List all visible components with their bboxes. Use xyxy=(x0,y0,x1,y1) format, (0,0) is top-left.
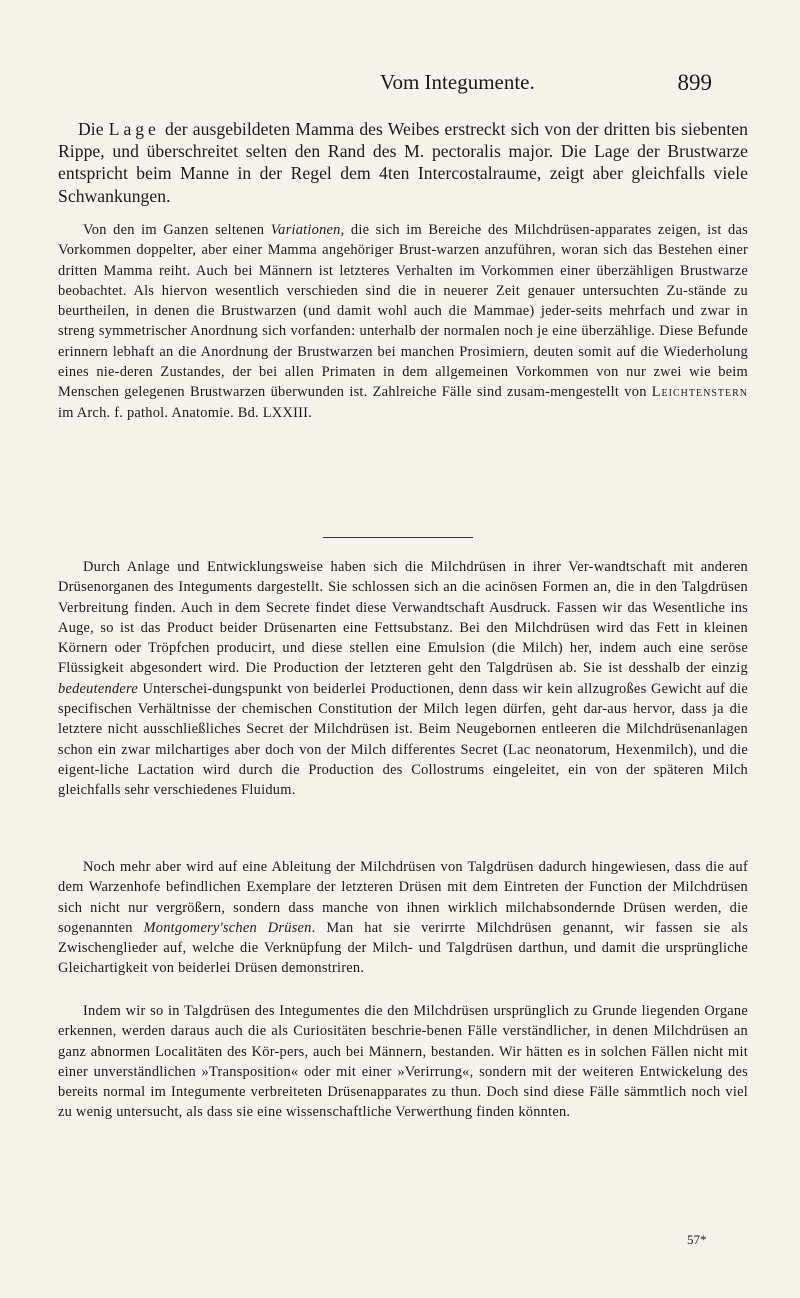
footnote-block xyxy=(58,220,748,423)
body-p1-part1: Durch Anlage und Entwicklungsweise haben sich die Milchdrüsen in ihrer Ver-wandtschaft mit anderen Drüsenorganen des Integuments dargestellt. Sie schlossen sich an die acinösen Formen an, die in den Talgdrüsen Verbreitung finden. Auch in dem Secrete findet diese Verwandtschaft Ausdruck. Fassen wir das Wesentliche ins Auge, so ist das Product beider Drüsenarten eine Fettsubstanz. Bei den Milchdrüsen wird das Fett in kleinen Körnern oder Tröpfchen producirt, und diese stellen eine Emulsion (die Milch) her, indem auch eine seröse Flüssigkeit abgesondert wird. Die Production der letzteren geht den Talgdrüsen ab. Sie ist desshalb der einzig xyxy=(58,559,748,677)
signature-mark: 57* xyxy=(687,1232,707,1247)
lead-text xyxy=(58,118,748,207)
lead-body: der ausgebildeten Mamma des Weibes erstreckt sich von der dritten bis siebenten Rippe, und überschreitet selten den Rand des M. pectoralis major. Die Lage der Brustwarze entspricht beim Manne in der Regel dem 4ten Intercostalraume, zeigt aber gleichfalls viele Schwankungen. xyxy=(58,119,748,206)
lead-spaced-word: Lage xyxy=(108,119,160,139)
body-p2-rest: . Man hat sie verirrte Milchdrüsen genannt, wir fassen sie als Zwischenglieder auf, welche die Verknüpfung der Milch- und Talgdrüsen darthun, und damit die ursprüngliche Gleichartigkeit von beiderlei Drüsen demonstriren. xyxy=(58,919,748,977)
running-title: Vom Integumente. xyxy=(380,70,535,94)
body-p1-italic: bedeutendere xyxy=(58,680,138,697)
body-paragraph-1 xyxy=(58,557,748,801)
footnote-part1: Von den im Ganzen seltenen xyxy=(83,222,271,238)
body-paragraph-2 xyxy=(58,857,748,979)
lead-paragraph xyxy=(58,118,748,207)
body-paragraph-1-text xyxy=(58,557,748,801)
body-paragraph-3 xyxy=(58,1001,748,1123)
footnote-paragraph xyxy=(58,220,748,423)
body-paragraph-3-text xyxy=(58,1001,748,1123)
footnote-author: Leichtenstern xyxy=(651,384,748,401)
body-p2-part1: Noch mehr aber wird auf eine Ableitung der Milchdrüsen von Talgdrüsen dadurch hingewiesen, dass die auf dem Warzenhofe befindlichen Exemplare der letzteren Drüsen mit dem Eintreten der Function der Milchdrüsen sich nicht nur vergrößern, sondern dass manche von ihnen wirklich milchabsondernde Drüsen werden, die sogenannten xyxy=(58,859,748,936)
lead-prefix: Die xyxy=(78,119,109,139)
running-head xyxy=(0,70,800,100)
page-number: 899 xyxy=(677,70,712,95)
footnote-italic: Variationen xyxy=(270,222,341,238)
body-p3-text: Indem wir so in Talgdrüsen des Integumentes die den Milchdrüsen ursprünglich zu Grunde liegenden Organe erkennen, werden daraus auch die als Curiositäten beschrie-benen Fälle verständlicher, in denen Milchdrüsen an ganz abnormen Localitäten des Kör-pers, auch bei Männern, bestanden. Wir hätten es in solchen Fällen nicht mit einer unverständlichen »Transposition« oder mit einer »Verirrung«, sondern mit der weiteren Entwickelung des bereits normal im Integumente verbreiteten Drüsenapparates zu thun. Doch sind diese Fälle sämmtlich noch viel zu wenig untersucht, als dass sie eine wissenschaftliche Verwerthung finden könnten. xyxy=(58,1003,748,1121)
footnote-part2: , die sich im Bereiche des Milchdrüsen-apparates zeigen, ist das Vorkommen doppelter, aber einer Mamma angehöriger Brust-warzen anzuführen, woran sich das Bestehen einer dritten Mamma reiht. Auch bei Männern ist letzteres Verhalten im Vorkommen einer überzähligen Brustwarze beobachtet. Als hiervon wesentlich verschieden sind die in neuerer Zeit genauer untersuchten Zu-stände zu beurtheilen, in denen die Brustwarzen (und damit wohl auch die Mammae) jeder-seits mehrfach und zwar in streng symmetrischer Anordnung sich vorfanden: unterhalb der normalen noch je eine überzählige. Diese Befunde erinnern lebhaft an die Anordnung der Brustwarzen bei manchen Prosimiern, deuten somit auf die Wiederholung eines nie-deren Zustandes, der bei allen Primaten in dem allgemeinen Vorkommen von nur zwei wie beim Menschen gelegenen Brustwarzen überwunden ist. Zahlreiche Fälle sind zusam-mengestellt von xyxy=(58,222,748,401)
section-rule xyxy=(323,537,473,538)
body-paragraph-2-text xyxy=(58,857,748,979)
body-p1-rest: Unterschei-dungspunkt von beiderlei Productionen, denn dass wir kein allzugroßes Gewicht auf die specifischen Verhältnisse der chemischen Constitution der Milch legen dürfen, geht dar-aus hervor, dass ja die letztere nicht ausschließliches Secret der Milchdrüsen ist. Beim Neugebornen entleeren die Milchdrüsenanlagen schon ein zwar milchartiges aber doch von der Milch differentes Secret (Lac neonatorum, Hexenmilch), und die eigent-liche Lactation wird durch die Production des Collostrums eingeleitet, ein von der späteren Milch gleichfalls sehr verschiedenes Fluidum. xyxy=(58,680,748,799)
footnote-part3: im Arch. f. pathol. Anatomie. Bd. LXXIII. xyxy=(58,404,313,421)
body-p2-italic: Montgomery'schen Drüsen xyxy=(143,919,312,936)
